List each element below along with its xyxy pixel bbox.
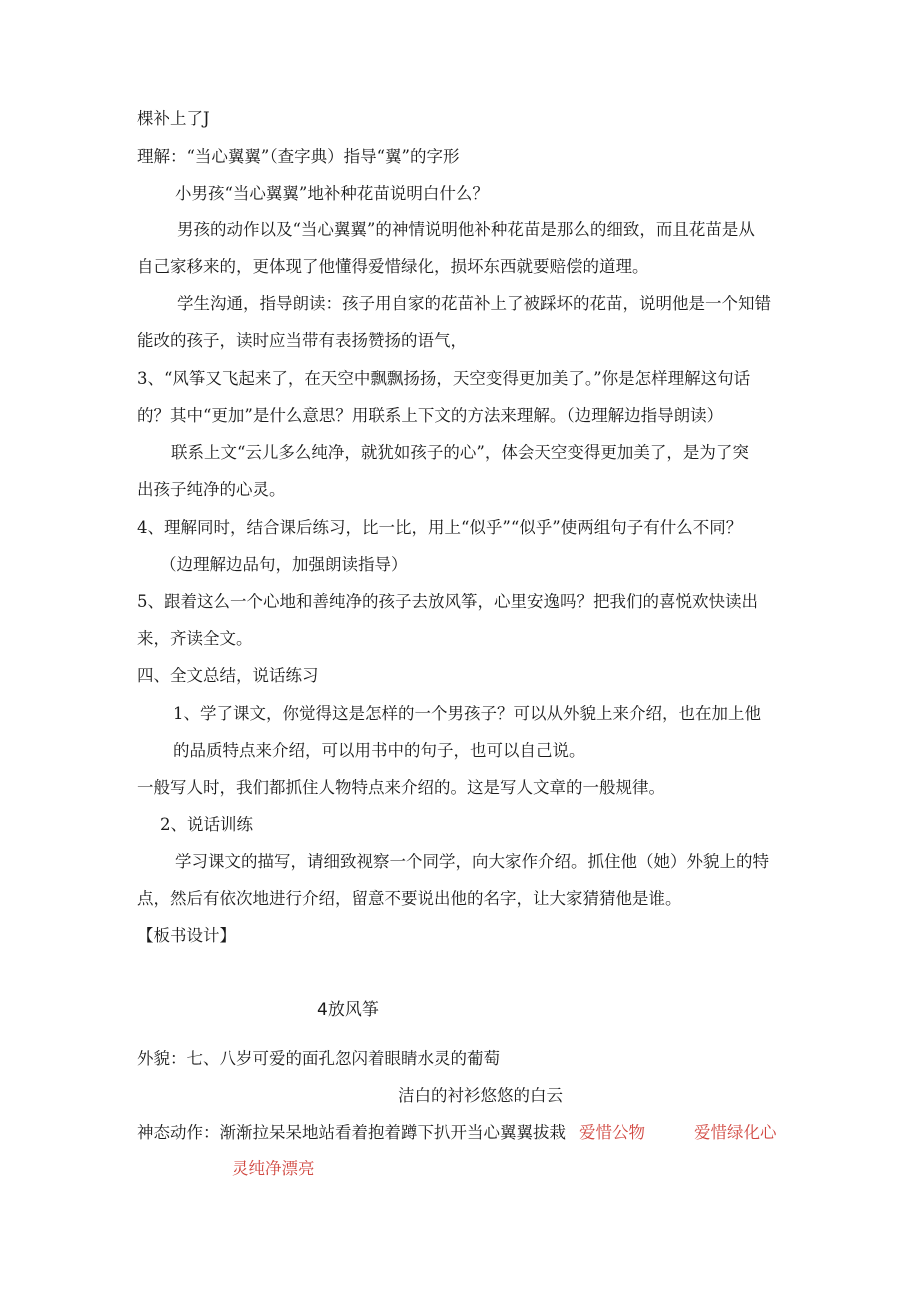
text-line: 能改的孩子，读时应当带有表扬赞扬的语气， — [137, 331, 467, 350]
board-red-note: 爱惜公物 — [579, 1123, 645, 1142]
text-line: 的品质特点来介绍，可以用书中的句子，也可以自己说。 — [173, 741, 586, 760]
text-line: 点，然后有依次地进行介绍，留意不要说出他的名字，让大家猜猜他是谁。 — [137, 889, 682, 908]
text-line: 联系上文“云儿多么纯净，就犹如孩子的心”，体会天空变得更加美了，是为了突 — [171, 443, 749, 462]
text-line: 理解：“当心翼翼”（查字典）指导“翼”的字形 — [137, 147, 460, 166]
text-line: 男孩的动作以及“当心翼翼”的神情说明他补种花苗是那么的细致，而且花苗是从 — [177, 220, 755, 239]
section-heading: 【板书设计】 — [137, 926, 236, 945]
text-line: 2、说话训练 — [160, 815, 253, 834]
board-action: 神态动作：渐渐拉呆呆地站看着抱着蹲下扒开当心翼翼拔栽 — [137, 1123, 566, 1142]
text-line: 来，齐读全文。 — [137, 629, 253, 648]
text-line: 学生沟通，指导朗读：孩子用自家的花苗补上了被踩坏的花苗，说明他是一个知错 — [177, 294, 771, 313]
board-red-note: 爱惜绿化心 — [694, 1123, 777, 1142]
text-line: 4、理解同时，结合课后练习，比一比，用上“似乎”“似乎”使两组句子有什么不同？ — [137, 518, 743, 537]
text-line: （边理解边品句，加强朗读指导） — [160, 555, 408, 574]
board-title: 4放风筝 — [317, 1000, 379, 1020]
text-line: 3、“风筝又飞起来了，在天空中飘飘扬扬，天空变得更加美了。”你是怎样理解这句话 — [137, 369, 751, 388]
text-line: 棵补上了J — [137, 109, 210, 128]
text-line: 1、学了课文，你觉得这是怎样的一个男孩子？可以从外貌上来介绍，也在加上他 — [173, 704, 761, 723]
board-appearance: 外貌：七、八岁可爱的面孔忽闪着眼睛水灵的葡萄 — [137, 1049, 500, 1068]
text-line: 自己家移来的，更体现了他懂得爱惜绿化，损坏东西就要赔偿的道理。 — [137, 257, 649, 276]
text-line: 学习课文的描写，请细致视察一个同学，向大家作介绍。抓住他（她）外貌上的特 — [175, 852, 769, 871]
section-heading: 四、全文总结，说话练习 — [137, 666, 319, 685]
text-line: 一般写人时，我们都抓住人物特点来介绍的。这是写人文章的一般规律。 — [137, 778, 665, 797]
board-appearance-2: 洁白的衬衫悠悠的白云 — [398, 1086, 563, 1105]
board-red-note: 灵纯净漂亮 — [232, 1159, 315, 1178]
text-line: 5、跟着这么一个心地和善纯净的孩子去放风筝，心里安逸吗？把我们的喜悦欢快读出 — [137, 592, 758, 611]
text-line: 的？其中“更加”是什么意思？用联系上下文的方法来理解。（边理解边指导朗读） — [137, 406, 724, 425]
text-line: 小男孩“当心翼翼”地补种花苗说明白什么？ — [175, 184, 489, 203]
text-line: 出孩子纯净的心灵。 — [137, 480, 286, 499]
